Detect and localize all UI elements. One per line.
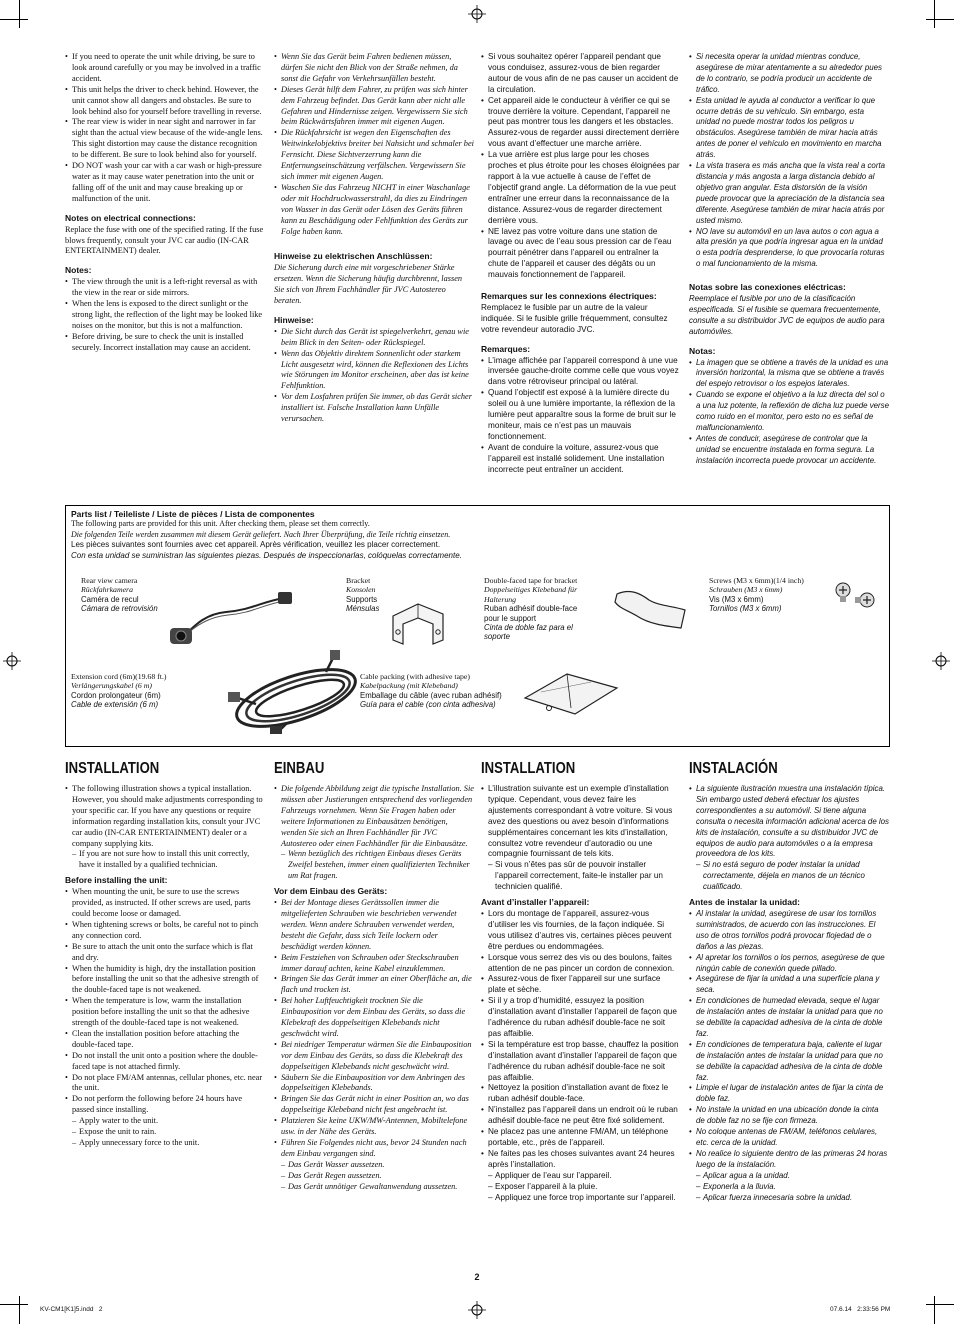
part-name-de: Verlängerungskabel (6 m) [71,681,152,691]
list-item: • No coloque antenas de FM/AM, teléfonos celulares, etc. cerca de la unidad. [689,1127,889,1149]
list-item: • Si la température est trop basse, chauffez la position d’installation avant d’installer l’appareil de façon que l’adhérence du ruban adhésif double-face ne soit pas affaiblie. [481,1040,680,1084]
registration-mark-icon [468,5,486,23]
note-item: • L’image affichée par l’appareil correspond à une vue inversée gauche-droite comme celle que vous voyez dans votre rétroviseur principal ou latéral. [481,356,680,389]
part-name-fr: Emballage du câble (avec ruban adhésif) [360,690,502,700]
safety-item: • Waschen Sie das Fahrzeug NICHT in einer Waschanlage oder mit Hochdruckwasserstrahl, da dies zu Eindringen von Wasser in das Gerät oder Lösen des Geräts führen kann zu Beschädigung oder Fehlfunktion des Geräts zur Folge haben kann. [274,183,474,238]
intro-subitem: – Wenn bezüglich des richtigen Einbaus dieses Geräts Zweifel bestehen, immer einen qualifizierten Techniker um Rat fragen. [274,849,474,882]
screws-illustration [831,580,881,614]
crop-mark [926,1304,954,1305]
list-subitem: – Das Gerät Regen aussetzen. [274,1171,474,1182]
list-subitem: – Das Gerät Wasser aussetzen. [274,1160,474,1171]
list-item: • Bei niedriger Temperatur wärmen Sie die Einbauposition vor dem Einbau des Geräts, so dass die Klebekraft des doppelseitigen Klebebands nicht geschwächt wird. [274,1040,474,1073]
safety-item: • NO lave su automóvil en un lava autos o con agua a alta presión ya que podría ingresar agua en la unidad o esta podría desprenderse, lo que provocaría roturas o mal funcionamiento de la misma. [689,227,889,271]
part-name-en: Double-faced tape for bracket [484,576,578,585]
list-item: • Do not place FM/AM antennas, cellular phones, etc. near the unit. [65,1073,265,1095]
section-heading: Avant d’installer l’appareil: [481,897,590,908]
safety-item: • Cet appareil aide le conducteur à vérifier ce qui se trouve derrière la voiture. Cependant, l’appareil ne peut pas montrer tous les dangers et les obstacles. Assurez-vous de regarder aussi directement derrière vous avant d’effectuer une marche arrière. [481,96,680,151]
crop-mark [19,1296,20,1324]
safety-list [65,52,265,205]
paragraph: Die Sicherung durch eine mit vorgeschriebener Stärke ersetzen. Wenn die Sicherung häufig durchbrennt, lassen Sie sich von Ihrem Fachhändler für JVC Autostereo beraten. [274,263,463,306]
installation-intro [65,784,265,871]
part-name-fr: Supports [346,594,378,604]
list-item: • Asegúrese de fijar la unidad a una superficie plana y seca. [689,974,889,996]
notes-list [481,356,680,476]
list-item: • Säubern Sie die Einbauposition vor dem Anbringen des doppelseitigen Klebebands. [274,1073,474,1095]
intro-item: • The following illustration shows a typical installation. However, you should make adjustments corresponding to your specific car. If you have any questions or require information regarding installation kits, consult your JVC car audio (IN-CAR ENTERTAINMENT) dealer or a company supplying kits. [65,784,265,849]
registration-mark-icon [468,1301,486,1319]
part-name-es: Guía para el cable (con cinta adhesiva) [360,700,496,710]
list-item: • Assurez-vous de fixer l’appareil sur une surface plate et sèche. [481,974,680,996]
list-item: • Si il y a trop d’humidité, essuyez la position d’installation avant d’installer l’appareil de façon que l’adhérence du ruban adhésif double-face ne soit pas affaiblie. [481,996,680,1040]
spanish-safety-column [689,52,889,467]
list-subitem: – Expose the unit to rain. [65,1127,265,1138]
cable-packing-illustration [521,668,621,720]
list-item: • Al instalar la unidad, asegúrese de usar los tornillos suministrados, de acuerdo con las instrucciones. El uso de otros tornillos podrá provocar flojedad de o daños a las piezas. [689,909,889,953]
note-item: • Quand l’objectif est exposé à la lumière directe du soleil ou à une lumière importante, la réflexion de la lumière peut apparaître sous la forme de bruit sur le moniteur, mais ce n’est pas un mauvais fonctionnement. [481,388,680,443]
safety-list [274,52,474,237]
part-name-en: Cable packing (with adhesive tape) [360,672,470,681]
part-name-en: Screws (M3 x 6mm)(1/4 inch) [709,576,804,585]
rear-camera-illustration [166,584,296,654]
list-item: • Be sure to attach the unit onto the surface which is flat and dry. [65,942,265,964]
safety-item: • Esta unidad le ayuda al conductor a verificar lo que ocurre detrás de su vehículo. Sin embargo, esta unidad no puede mostrar todos los peligros u obstáculos. Asegúrese también de mirar hacia atrás antes de poner el vehículo en movimiento en marcha atrás. [689,96,889,161]
crop-mark [0,19,28,20]
before-install-list [481,909,680,1203]
note-item: • The view through the unit is a left-right reversal as with the view in the rear or side mirrors. [65,277,265,299]
intro-subitem: – If you are not sure how to install this unit correctly, have it installed by a qualified technician. [65,849,265,871]
note-item: • When the lens is exposed to the direct sunlight or the strong light, the reflection of the light may be looked like noises on the monitor, but this is not a malfunction. [65,299,265,332]
list-item: • When mounting the unit, be sure to use the screws provided, as instructed. If other screws are used, parts could become loose or damaged. [65,887,265,920]
list-item: • En condiciones de humedad elevada, seque el lugar de instalación antes de instalar la unidad para que no se debilite la capacidad adhesiva de la cinta de doble faz. [689,996,889,1040]
list-subitem: – Das Gerät unnötiger Gewaltanwendung aussetzen. [274,1182,474,1193]
safety-list [481,52,680,281]
installation-es-column [689,760,889,1203]
part-name-en: Rear view camera [81,576,138,585]
notes-list [689,358,889,467]
section-heading: Remarques: [481,343,531,354]
list-item: • Ne faites pas les choses suivantes avant 24 heures après l’installation. [481,1149,680,1171]
list-item: • Nettoyez la position d’installation avant de fixez le ruban adhésif double-face. [481,1083,680,1105]
parts-list-heading: Parts list / Teileliste / Liste de pièces / Lista de componentes [71,509,315,519]
list-item: • Do not install the unit onto a position where the double-faced tape is not attached firmly. [65,1051,265,1073]
safety-item: • La vista trasera es más ancha que la vista real a corta distancia y más angosta a larga distancia debido al objetivo gran angular. Esta distorsión de la visión puede provocar que la apreciación de la distancia sea diferente. Asegúrese también de mirar hacia atrás por usted mismo. [689,161,889,226]
part-name-de: Rückfahrkamera [81,585,133,595]
crop-mark [934,1296,935,1324]
part-name-es: Ménsulas [346,604,380,614]
parts-intro-en: The following parts are provided for this unit. After checking them, please set them correctly. [71,519,370,528]
file-name: KV-CM1[K1]5.indd 2 [40,1306,103,1313]
intro-item: • Die folgende Abbildung zeigt die typische Installation. Sie müssen aber Justierungen entsprechend des vorliegenden Fahrzeugs vornehmen. Wenn Sie Fragen haben oder weitere Informationen zu Einbausätzen benötigen, wenden Sie sich an Ihren Fachhändler für JVC Autostereo oder einen Fachhändler für die Einbausätze. [274,784,474,849]
installation-title-de: EINBAU [274,760,325,777]
list-subitem: – Aplicar fuerza innecesaria sobre la unidad. [689,1193,889,1204]
list-subitem: – Exposer l’appareil à la pluie. [481,1182,680,1193]
list-item: • Do not perform the following before 24 hours have passed since installing. [65,1094,265,1116]
part-cable-packing-label [360,672,530,710]
registration-mark-icon [3,652,21,670]
safety-item: • The rear view is wider in near sight and narrower in far sight than the actual view because of the wide-angle lens. This sight distortion may cause the distance recognition to be different. Be sure to look behind also for yourself. [65,117,265,161]
installation-de-column [274,760,474,1193]
parts-list-box [65,505,890,747]
safety-item: • Si necesita operar la unidad mientras conduce, asegúrese de mirar atentamente a su alrededor pues de lo contrario, se podría producir un accidente de tráfico. [689,52,889,96]
list-item: • N’installez pas l’appareil dans un endroit où le ruban adhésif double-face ne peut être fixé solidement. [481,1105,680,1127]
safety-item: • NE lavez pas votre voiture dans une station de lavage ou avec de l’eau sous pression car de l’eau pourrait pénétrer dans l’appareil ou entraîner la chute de l’appareil et causer des dégâts ou un mauvais fonctionnement de l’appareil. [481,227,680,282]
safety-item: • If you need to operate the unit while driving, be sure to look around carefully or you may be involved in a traffic accident. [65,52,265,85]
section-heading: Vor dem Einbau des Geräts: [274,886,388,897]
list-item: • When tightening screws or bolts, be careful not to pinch any connection cord. [65,920,265,942]
note-item: • Before driving, be sure to check the unit is installed securely. Incorrect installation may cause an accident. [65,332,265,354]
list-item: • Al apretar los tornillos o los pernos, asegúrese de que ningún cable de conexión quede pillado. [689,953,889,975]
installation-title-en: INSTALLATION [65,760,160,777]
safety-item: • Wenn Sie das Gerät beim Fahren bedienen müssen, dürfen Sie nicht den Blick von der Straße nehmen, da sonst die Gefahr von Verkehrsunfällen besteht. [274,52,474,85]
part-name-fr: Vis (M3 x 6mm) [709,594,764,604]
part-tape-label [484,576,594,642]
crop-mark [934,0,935,28]
note-item: • Cuando se expone el objetivo a la luz directa del sol o a una luz potente, la reflexión de dicha luz puede verse como ruido en el monitor, pero esto no es señal de malfuncionamiento. [689,390,889,434]
double-faced-tape-illustration [611,584,691,634]
part-name-de: Doppelseitiges Klebeband für Halterung [484,585,578,604]
section-heading: Notes on electrical connections: [65,212,196,223]
safety-list [689,52,889,270]
installation-intro [689,784,889,893]
parts-intro-es: Con esta unidad se suministran las siguientes piezas. Después de inspeccionarlas, colóquelas correctamente. [71,550,462,560]
safety-item: • Si vous souhaitez opérer l’appareil pendant que vous conduisez, assurez-vous de bien regarder autour de vous afin de ne pas causer un accident de la circulation. [481,52,680,96]
extension-cord-illustration [216,648,376,736]
german-safety-column [274,52,474,425]
part-name-es: Cámara de retrovisión [81,604,158,614]
list-item: • Lors du montage de l’appareil, assurez-vous d’utiliser les vis fournies, de la façon indiquée. Si vous utilisez d’autres vis, certaines pièces peuvent être perdues ou endommagées. [481,909,680,953]
paragraph: Remplacez le fusible par un autre de la valeur indiquée. Si le fusible grille fréquemment, consultez votre revendeur autoradio JVC. [481,302,668,334]
safety-item: • This unit helps the driver to check behind. However, the unit cannot show all dangers and obstacles. Be sure to look behind also for yourself before travelling in reverse. [65,85,265,118]
note-item: • Avant de conduire la voiture, assurez-vous que l’appareil est installé solidement. Une installation incorrecte peut entraîner un accident. [481,443,680,476]
installation-intro [481,784,680,893]
section-heading: Notas sobre las conexiones eléctricas: [689,282,846,293]
timestamp: 07.6.14 2:33:56 PM [830,1306,891,1313]
intro-subitem: – Si vous n’êtes pas sûr de pouvoir installer l’appareil correctement, faite-le installer par un technicien qualifié. [481,860,680,893]
list-subitem: – Apply water to the unit. [65,1116,265,1127]
part-name-en: Bracket [346,576,371,585]
page-number: 2 [474,1272,480,1282]
note-item: • Antes de conducir, asegúrese de controlar que la unidad se encuentre instalada en forma segura. La instalación incorrecta puede provocar un accidente. [689,434,889,467]
list-subitem: – Apply unnecessary force to the unit. [65,1138,265,1149]
part-name-de: Schrauben (M3 x 6mm) [709,585,783,595]
section-heading: Hinweise zu elektrischen Anschlüssen: [274,251,433,262]
list-item: • When the temperature is low, warm the installation position before installing the unit so that the adhesive strength of the double-faced tape is not weakened. [65,996,265,1029]
installation-intro [274,784,474,882]
list-item: • No instale la unidad en una ubicación donde la cinta de doble faz no se fije con firmeza. [689,1105,889,1127]
safety-item: • La vue arrière est plus large pour les choses proches et plus étroite pour les choses éloignées par rapport à la vue actuelle à cause de l’effet de l’objectif grand angle. La déformation de la vue peut entraîner une erreur dans la reconnaissance de la distance. Assurez-vous de regarder directement derrière vous. [481,150,680,226]
list-subitem: – Exponerla a la lluvia. [689,1182,889,1193]
list-item: • Beim Festziehen von Schrauben oder Steckschrauben immer darauf achten, keine Kabel einzuklemmen. [274,953,474,975]
before-install-list [689,909,889,1203]
crop-mark [926,19,954,20]
notes-list [274,327,474,425]
part-name-de: Kabelpackung (mit Klebeband) [360,681,458,691]
safety-item: • DO NOT wash your car with a car wash or high-pressure water as it may cause water penetration into the unit or falling off of the unit and may cause breaking up or malfunction of the unit. [65,161,265,205]
bracket-illustration [388,596,458,650]
english-safety-column [65,52,265,354]
part-name-fr: Caméra de recul [81,594,139,604]
list-item: • Limpie el lugar de instalación antes de fijar la cinta de doble faz. [689,1083,889,1105]
list-item: • No realice lo siguiente dentro de las primeras 24 horas luego de la instalación. [689,1149,889,1171]
note-item: • Die Sicht durch das Gerät ist spiegelverkehrt, genau wie beim Blick in den Seiten- oder Rückspiegel. [274,327,474,349]
crop-mark [0,1304,28,1305]
before-install-list [274,898,474,1192]
list-subitem: – Appliquez une force trop importante sur l’appareil. [481,1193,680,1204]
intro-subitem: – Si no está seguro de poder instalar la unidad correctamente, déjela en manos de un técnico cualificado. [689,860,889,893]
list-item: • When the humidity is high, dry the installation position before installing the unit so that the adhesive strength of the double-faced tape is not weakened. [65,964,265,997]
list-item: • Clean the installation position before attaching the double-faced tape. [65,1029,265,1051]
note-item: • Vor dem Losfahren prüfen Sie immer, ob das Gerät sicher installiert ist. Falsche Installation kann Unfälle verursachen. [274,392,474,425]
part-name-fr: Ruban adhésif double-face pour le support [484,604,578,623]
part-name-es: Tornillos (M3 x 6mm) [709,604,782,614]
paragraph: Reemplace el fusible por uno de la clasificación especificada. Si el fusible se quemara frecuentemente, consulte a su distribuidor JVC de equipos de audio para automóviles. [689,294,885,336]
list-item: • Ne placez pas une antenne FM/AM, un téléphone portable, etc., près de l’appareil. [481,1127,680,1149]
safety-item: • Dieses Gerät hilft dem Fahrer, zu prüfen was sich hinter dem Fahrzeug befindet. Das Gerät kann aber nicht alle Gefahren und Hindernisse zeigen. Vergewissern Sie sich beim Rückwärtsfahren immer mit eigenen Augen. [274,85,474,129]
before-install-list [65,887,265,1149]
part-name-de: Konsolen [346,585,376,595]
section-heading: Antes de instalar la unidad: [689,897,800,908]
parts-intro-de: Die folgenden Teile werden zusammen mit diesem Gerät geliefert. Nach Ihrer Überprüfung, die Teile richtig einsetzen. [71,529,451,539]
installation-title-es: INSTALACIÓN [689,760,778,777]
part-name-en: Extension cord (6m)(19.68 ft.) [71,672,167,681]
registration-mark-icon [932,652,950,670]
safety-item: • Die Rückfahrsicht ist wegen den Eigenschaften des Weitwinkelobjektivs breiter bei Nahsicht und schmaler bei Fernsicht. Diese Sichtverzerrung kann die Entfernungseinschätzung verfälschen. Vergewissern Sie sich immer mit eigenen Augen. [274,128,474,183]
list-item: • Bringen Sie das Gerät immer an einer Oberfläche an, die flach und trocken ist. [274,974,474,996]
part-extension-cord-label [71,672,201,710]
list-subitem: – Aplicar agua a la unidad. [689,1171,889,1182]
installation-fr-column [481,760,680,1203]
installation-title-fr: INSTALLATION [481,760,576,777]
section-heading: Hinweise: [274,314,314,325]
section-heading: Remarques sur les connexions électriques: [481,291,657,302]
list-item: • Bei der Montage dieses Gerätssollen immer die mitgelieferten Schrauben wie beschrieben verwendet werden. Wenn andere Schrauben verwendet werden, besteht die Gefahr, dass sich Teile lockern oder beschädigt werden können. [274,898,474,953]
parts-intro-fr: Les pièces suivantes sont fournies avec cet appareil. Après vérification, veuillez les placer correctement. [71,540,441,550]
part-name-fr: Cordon prolongateur (6m) [71,690,161,700]
section-heading: Before installing the unit: [65,875,168,886]
note-item: • La imagen que se obtiene a través de la unidad es una inversión horizontal, la misma que se obtiene a través del espejo retrovisor o los espejos laterales. [689,358,889,391]
intro-item: • La siguiente ilustración muestra una instalación típica. Sin embargo usted deberá efectuar los ajustes correspondientes a su automóvil. Si tiene alguna consulta o necesita información adicional acerca de los kits de instalación, consulte a su distribuidor JVC de equipos de audio para automóviles o a la empresa proveedora de los kits. [689,784,889,860]
list-item: • Bei hoher Luftfeuchtigkeit trocknen Sie die Einbauposition vor dem Einbau des Geräts, so dass die Klebekraft des doppelseitigen Klebebands nicht geschwächt wird. [274,996,474,1040]
installation-en-column [65,760,265,1149]
intro-item: • L’illustration suivante est un exemple d’installation typique. Cependant, vous devez faire les ajustements correspondant à votre voiture. Si vous avez des questions ou avez besoin d’informations supplémentaires concernant les kits d’installation, consultez votre revendeur d’autoradio ou une compagnie fournissant de tels kits. [481,784,680,860]
notes-list [65,277,265,353]
note-item: • Wenn das Objektiv direktem Sonnenlicht oder starkem Licht ausgesetzt wird, können die Reflexionen des Lichts wie Störungen im Monitor erscheinen, aber das ist keine Fehlfunktion. [274,349,474,393]
list-item: • Führen Sie Folgendes nicht aus, bevor 24 Stunden nach dem Einbau vergangen sind. [274,1138,474,1160]
part-screws-label [709,576,829,614]
list-item: • Lorsque vous serrez des vis ou des boulons, faites attention de ne pas pincer un cordon de connexion. [481,953,680,975]
part-name-es: Cable de extensión (6 m) [71,700,159,710]
list-item: • En condiciones de temperatura baja, caliente el lugar de instalación antes de instalar la unidad para que no se debilite la capacidad adhesiva de la cinta de doble faz. [689,1040,889,1084]
list-item: • Bringen Sie das Gerät nicht in einer Position an, wo das doppelseitige Klebeband nicht fest angebracht ist. [274,1094,474,1116]
section-heading: Notes: [65,265,92,276]
french-safety-column [481,52,680,476]
section-heading: Notas: [689,345,716,356]
part-name-es: Cinta de doble faz para el soporte [484,623,573,642]
list-item: • Platzieren Sie keine UKW/MW-Antennen, Mobiltelefone usw. in der Nähe des Geräts. [274,1116,474,1138]
list-subitem: – Appliquer de l’eau sur l’appareil. [481,1171,680,1182]
paragraph: Replace the fuse with one of the specified rating. If the fuse blows frequently, consult your JVC car audio (IN-CAR ENTERTAINMENT) dealer. [65,224,264,256]
crop-mark [19,0,20,28]
